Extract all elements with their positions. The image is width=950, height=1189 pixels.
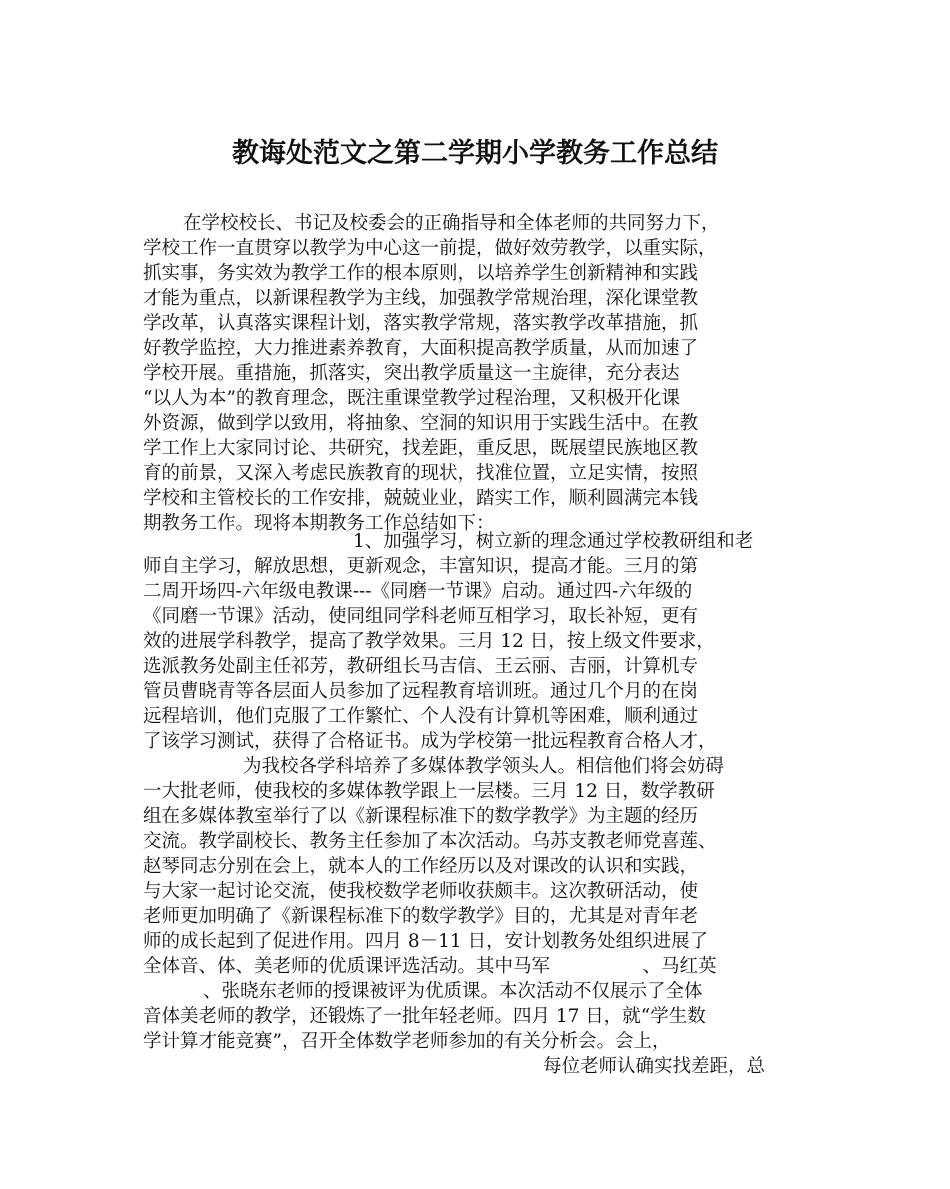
body-line: 老师更加明确了《新课程标准下的数学教学》目的，尤其是对青年老 xyxy=(143,906,699,927)
body-line: 一大批老师，使我校的多媒体教学跟上一层楼。三月 12 日，数学教研 xyxy=(143,781,715,802)
body-line: 了该学习测试，获得了合格证书。成为学校第一批远程教育合格人才， xyxy=(143,731,717,752)
body-line: 抓实事，务实效为教学工作的根本原则，以培养学生创新精神和实践 xyxy=(143,263,699,284)
body-line: 选派教务处副主任祁芳，教研组长马吉信、王云丽、吉丽，计算机专 xyxy=(143,656,699,677)
body-line: 与大家一起讨论交流，使我校数学老师收获颇丰。这次教研活动，使 xyxy=(143,881,699,902)
body-line: 外资源，做到学以致用，将抽象、空洞的知识用于实践生活中。在教 xyxy=(143,413,699,434)
body-line: 为我校各学科培养了多媒体教学领头人。相信他们将会妨碍 xyxy=(243,756,725,777)
body-line: 才能为重点，以新课程教学为主线，加强教学常规治理，深化课堂教 xyxy=(143,288,699,309)
body-line: 期教务工作。现将本期教务工作总结如下： xyxy=(143,513,495,534)
body-line: 每位老师认确实找差距，总 xyxy=(543,1056,766,1077)
body-line: 组在多媒体教室举行了以《新课程标准下的数学教学》为主题的经历 xyxy=(143,806,699,827)
body-line: 二周开场四-六年级电教课---《同磨一节课》启动。通过四-六年级的 xyxy=(143,581,693,602)
body-line: 学校和主管校长的工作安排，兢兢业业，踏实工作，顺利圆满完本钱 xyxy=(143,488,699,509)
document-title: 教诲处范文之第二学期小学教务工作总结 xyxy=(232,138,718,169)
body-line: 学改革，认真落实课程计划，落实教学常规，落实教学改革措施，抓 xyxy=(143,313,699,334)
body-line: 在学校校长、书记及校委会的正确指导和全体老师的共同努力下， xyxy=(183,213,720,234)
body-line: 远程培训，他们克服了工作繁忙、个人没有计算机等困难，顺利通过 xyxy=(143,706,699,727)
body-line: 好教学监控，大力推进素养教育，大面积提高教学质量，从而加速了 xyxy=(143,338,699,359)
body-line: 效的进展学科教学，提高了教学效果。三月 12 日，按上级文件要求， xyxy=(143,631,715,652)
body-line: 1、加强学习，树立新的理念通过学校教研组和老 xyxy=(353,531,754,552)
body-line: 全体音、体、美老师的优质课评选活动。其中马军 、马红英 xyxy=(143,956,717,977)
body-line: 育的前景，又深入考虑民族教育的现状，找准位置，立足实情，按照 xyxy=(143,463,699,484)
body-line: 学校工作一直贯穿以教学为中心这一前提，做好效劳教学，以重实际， xyxy=(143,238,717,259)
body-line: 《同磨一节课》活动，使同组同学科老师互相学习，取长补短，更有 xyxy=(143,606,699,627)
body-line: 交流。教学副校长、教务主任参加了本次活动。乌苏支教老师党喜莲、 xyxy=(143,831,717,852)
body-line: 师的成长起到了促进作用。四月 8－11 日，安计划教务处组织进展了 xyxy=(143,931,709,952)
body-line: 、张晓东老师的授课被评为优质课。本次活动不仅展示了全体 xyxy=(203,981,703,1002)
body-line: 学校开展。重措施，抓落实，突出教学质量这一主旋律，充分表达 xyxy=(143,363,680,384)
body-line: 学工作上大家同讨论、共研究，找差距，重反思，既展望民族地区教 xyxy=(143,438,699,459)
body-line: 赵琴同志分别在会上，就本人的工作经历以及对课改的认识和实践， xyxy=(143,856,699,877)
body-line: 管员曹晓青等各层面人员参加了远程教育培训班。通过几个月的在岗 xyxy=(143,681,699,702)
body-line: “以人为本”的教育理念，既注重课堂教学过程治理，又积极开化课 xyxy=(143,388,680,409)
body-line: 音体美老师的教学，还锻炼了一批年轻老师。四月 17 日，就“学生数 xyxy=(143,1006,706,1027)
body-line: 师自主学习，解放思想，更新观念，丰富知识，提高才能。三月的第 xyxy=(143,556,699,577)
body-line: 学计算才能竞赛”，召开全体数学老师参加的有关分析会。会上， xyxy=(143,1031,671,1052)
